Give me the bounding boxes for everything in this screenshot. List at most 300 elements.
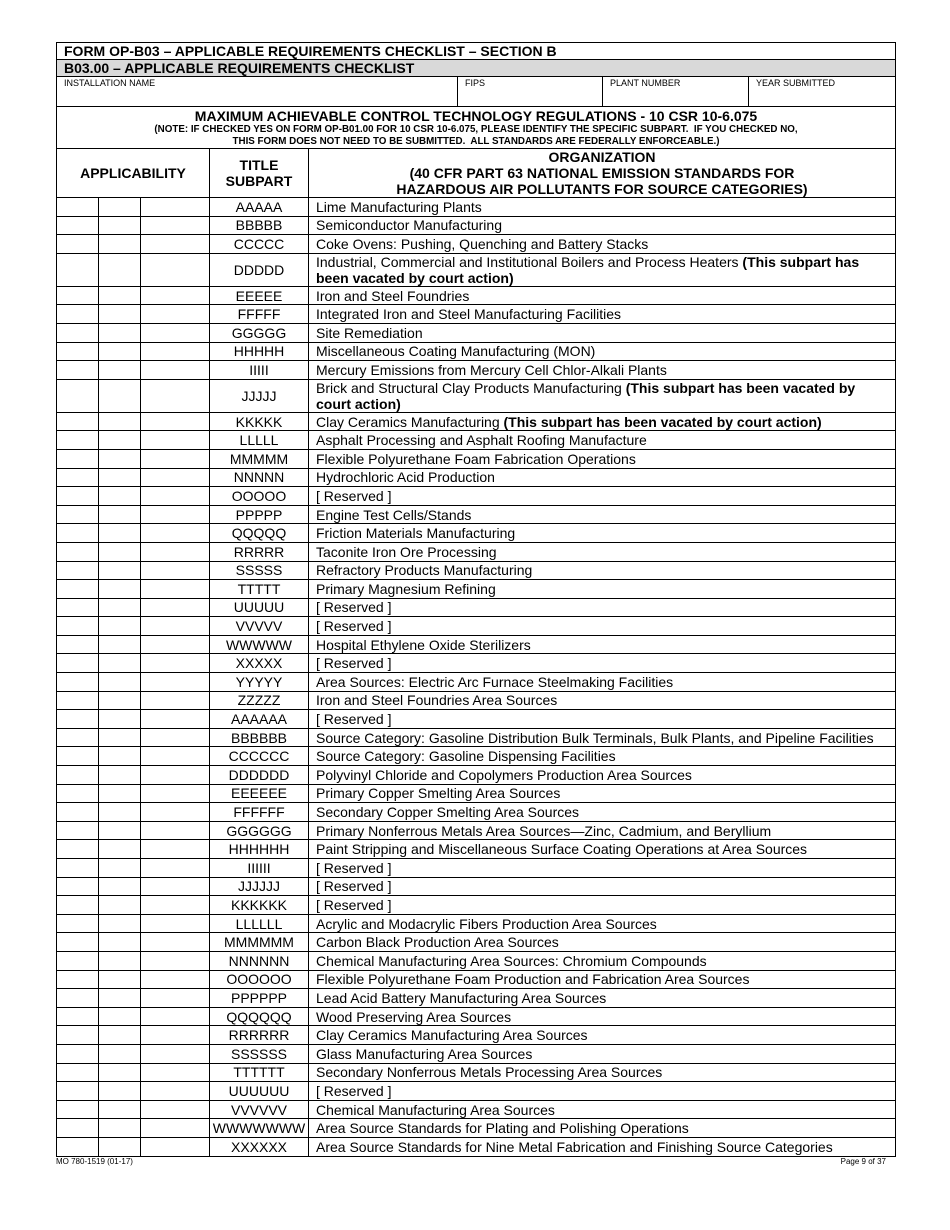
applicability-cell-2[interactable] [99, 821, 141, 840]
organization-cell [309, 561, 896, 580]
applicability-cell-1[interactable] [57, 505, 99, 524]
organization-name: Source Category: Gasoline Dispensing Facilities [316, 748, 616, 765]
subpart-cell: CCCCCC [210, 747, 309, 766]
subpart-cell: EEEEE [210, 286, 309, 305]
applicability-cell-3[interactable] [141, 487, 210, 506]
organization-header [309, 149, 896, 198]
table-row [57, 691, 896, 710]
table-row [57, 323, 896, 342]
applicability-cell-1[interactable] [57, 468, 99, 487]
applicability-cell-1[interactable] [57, 914, 99, 933]
table-row [57, 449, 896, 468]
table-row [57, 635, 896, 654]
organization-cell [309, 598, 896, 617]
applicability-cell-2[interactable] [99, 431, 141, 450]
applicability-cell-2[interactable] [99, 784, 141, 803]
organization-cell [309, 487, 896, 506]
organization-name: [ Reserved ] [316, 859, 392, 876]
organization-name: Polyvinyl Chloride and Copolymers Production Area Sources [316, 766, 692, 783]
organization-cell [309, 524, 896, 543]
subpart-cell: OOOOO [210, 487, 309, 506]
applicability-cell-3[interactable] [141, 412, 210, 431]
applicability-cell-2[interactable] [99, 342, 141, 361]
table-row [57, 1119, 896, 1138]
applicability-cell-3[interactable] [141, 617, 210, 636]
applicability-cell-3[interactable] [141, 1044, 210, 1063]
applicability-cell-2[interactable] [99, 253, 141, 286]
applicability-cell-3[interactable] [141, 1026, 210, 1045]
applicability-cell-3[interactable] [141, 691, 210, 710]
applicability-cell-3[interactable] [141, 877, 210, 896]
organization-cell [309, 691, 896, 710]
table-row [57, 468, 896, 487]
subpart-cell: PPPPPP [210, 989, 309, 1008]
applicability-cell-1[interactable] [57, 1137, 99, 1156]
applicability-cell-3[interactable] [141, 840, 210, 859]
applicability-cell-1[interactable] [57, 323, 99, 342]
table-row [57, 654, 896, 673]
applicability-cell-3[interactable] [141, 286, 210, 305]
plant-number-field[interactable] [603, 77, 749, 107]
applicability-cell-1[interactable] [57, 286, 99, 305]
applicability-cell-3[interactable] [141, 323, 210, 342]
applicability-cell-3[interactable] [141, 216, 210, 235]
subpart-cell: JJJJJJ [210, 877, 309, 896]
applicability-cell-2[interactable] [99, 635, 141, 654]
form-title-row [57, 43, 896, 60]
organization-name: Primary Magnesium Refining [316, 580, 496, 597]
applicability-cell-3[interactable] [141, 1007, 210, 1026]
applicability-cell-2[interactable] [99, 235, 141, 254]
applicability-cell-2[interactable] [99, 989, 141, 1008]
applicability-cell-2[interactable] [99, 1082, 141, 1101]
applicability-cell-3[interactable] [141, 1100, 210, 1119]
regulation-heading: MAXIMUM ACHIEVABLE CONTROL TECHNOLOGY REGULATIONS - 10 CSR 10-6.075 [194, 107, 758, 124]
applicability-cell-1[interactable] [57, 216, 99, 235]
applicability-cell-2[interactable] [99, 654, 141, 673]
applicability-cell-1[interactable] [57, 449, 99, 468]
subpart-cell: WWWWWWW [210, 1119, 309, 1138]
applicability-cell-2[interactable] [99, 379, 141, 412]
applicability-cell-2[interactable] [99, 449, 141, 468]
applicability-cell-2[interactable] [99, 1063, 141, 1082]
applicability-cell-1[interactable] [57, 840, 99, 859]
table-row [57, 305, 896, 324]
table-row [57, 989, 896, 1008]
applicability-cell-3[interactable] [141, 970, 210, 989]
applicability-cell-3[interactable] [141, 542, 210, 561]
table-row [57, 253, 896, 286]
subpart-cell: ZZZZZ [210, 691, 309, 710]
organization-cell [309, 468, 896, 487]
form-number: MO 780-1519 (01-17) [56, 1157, 133, 1166]
organization-cell [309, 914, 896, 933]
organization-name: Lead Acid Battery Manufacturing Area Sources [316, 989, 607, 1006]
applicability-cell-1[interactable] [57, 1007, 99, 1026]
applicability-header-label: APPLICABILITY [80, 165, 186, 181]
applicability-cell-1[interactable] [57, 361, 99, 380]
organization-name: Brick and Structural Clay Products Manufacturing [316, 379, 622, 396]
applicability-cell-3[interactable] [141, 342, 210, 361]
applicability-cell-2[interactable] [99, 1007, 141, 1026]
applicability-cell-3[interactable] [141, 561, 210, 580]
applicability-cell-3[interactable] [141, 1119, 210, 1138]
applicability-cell-3[interactable] [141, 914, 210, 933]
applicability-cell-2[interactable] [99, 323, 141, 342]
table-row [57, 1026, 896, 1045]
subpart-cell: QQQQQ [210, 524, 309, 543]
subpart-cell: UUUUU [210, 598, 309, 617]
subpart-cell: KKKKKK [210, 896, 309, 915]
organization-cell [309, 342, 896, 361]
table-row [57, 1100, 896, 1119]
applicability-cell-3[interactable] [141, 431, 210, 450]
applicability-cell-2[interactable] [99, 305, 141, 324]
table-row [57, 747, 896, 766]
applicability-cell-2[interactable] [99, 859, 141, 878]
applicability-cell-1[interactable] [57, 342, 99, 361]
applicable-requirements-form [56, 42, 896, 1157]
table-row [57, 1063, 896, 1082]
applicability-cell-2[interactable] [99, 766, 141, 785]
installation-name-label: INSTALLATION NAME [64, 78, 156, 88]
page-footer [56, 1157, 886, 1167]
applicability-cell-3[interactable] [141, 598, 210, 617]
applicability-cell-3[interactable] [141, 449, 210, 468]
organization-name: Clay Ceramics Manufacturing Area Sources [316, 1027, 588, 1044]
applicability-cell-1[interactable] [57, 1026, 99, 1045]
applicability-cell-3[interactable] [141, 766, 210, 785]
table-row [57, 505, 896, 524]
subpart-cell: HHHHH [210, 342, 309, 361]
applicability-cell-2[interactable] [99, 617, 141, 636]
applicability-cell-1[interactable] [57, 691, 99, 710]
organization-name: Asphalt Processing and Asphalt Roofing Manufacture [316, 432, 647, 449]
applicability-cell-1[interactable] [57, 933, 99, 952]
applicability-cell-1[interactable] [57, 1119, 99, 1138]
applicability-cell-1[interactable] [57, 598, 99, 617]
applicability-cell-3[interactable] [141, 728, 210, 747]
applicability-cell-1[interactable] [57, 253, 99, 286]
applicability-cell-2[interactable] [99, 1044, 141, 1063]
applicability-cell-1[interactable] [57, 673, 99, 692]
organization-cell [309, 951, 896, 970]
organization-name: Source Category: Gasoline Distribution Bulk Terminals, Bulk Plants, and Pipeline Facilities [316, 729, 874, 746]
applicability-cell-1[interactable] [57, 877, 99, 896]
subpart-cell: RRRRRR [210, 1026, 309, 1045]
applicability-cell-2[interactable] [99, 691, 141, 710]
subpart-cell: CCCCC [210, 235, 309, 254]
applicability-cell-3[interactable] [141, 673, 210, 692]
applicability-cell-1[interactable] [57, 561, 99, 580]
applicability-cell-3[interactable] [141, 989, 210, 1008]
organization-cell [309, 361, 896, 380]
applicability-cell-1[interactable] [57, 710, 99, 729]
applicability-cell-2[interactable] [99, 914, 141, 933]
applicability-cell-2[interactable] [99, 710, 141, 729]
applicability-cell-3[interactable] [141, 951, 210, 970]
subpart-cell: NNNNNN [210, 951, 309, 970]
applicability-cell-2[interactable] [99, 412, 141, 431]
applicability-cell-3[interactable] [141, 468, 210, 487]
section-title-row [57, 60, 896, 77]
applicability-cell-3[interactable] [141, 1137, 210, 1156]
organization-name: Clay Ceramics Manufacturing [316, 413, 500, 430]
table-row [57, 198, 896, 217]
applicability-cell-2[interactable] [99, 728, 141, 747]
organization-name: Glass Manufacturing Area Sources [316, 1045, 533, 1062]
title-subpart-header [210, 149, 309, 198]
organization-cell [309, 305, 896, 324]
applicability-cell-1[interactable] [57, 305, 99, 324]
applicability-cell-1[interactable] [57, 896, 99, 915]
year-submitted-label: YEAR SUBMITTED [756, 78, 836, 88]
organization-cell [309, 617, 896, 636]
organization-name: Semiconductor Manufacturing [316, 217, 502, 234]
applicability-cell-2[interactable] [99, 542, 141, 561]
applicability-cell-2[interactable] [99, 673, 141, 692]
organization-name: Iron and Steel Foundries [316, 287, 470, 304]
applicability-cell-2[interactable] [99, 561, 141, 580]
applicability-cell-1[interactable] [57, 989, 99, 1008]
applicability-cell-1[interactable] [57, 580, 99, 599]
applicability-cell-1[interactable] [57, 635, 99, 654]
organization-cell [309, 542, 896, 561]
subpart-cell: MMMMMM [210, 933, 309, 952]
organization-name: Refractory Products Manufacturing [316, 562, 533, 579]
applicability-cell-1[interactable] [57, 1044, 99, 1063]
applicability-cell-2[interactable] [99, 877, 141, 896]
subpart-cell: LLLLL [210, 431, 309, 450]
organization-name: Engine Test Cells/Stands [316, 506, 472, 523]
year-submitted-field[interactable] [749, 77, 896, 107]
applicability-cell-3[interactable] [141, 198, 210, 217]
applicability-cell-3[interactable] [141, 933, 210, 952]
organization-name: Area Sources: Electric Arc Furnace Steelmaking Facilities [316, 673, 674, 690]
organization-cell [309, 379, 896, 412]
organization-name: Primary Copper Smelting Area Sources [316, 785, 561, 802]
organization-cell [309, 635, 896, 654]
applicability-cell-1[interactable] [57, 1063, 99, 1082]
installation-name-field[interactable] [57, 77, 458, 107]
applicability-cell-1[interactable] [57, 859, 99, 878]
vacated-note: (This subpart has been vacated by court action) [316, 253, 860, 286]
organization-header-line-1: ORGANIZATION [548, 149, 656, 165]
applicability-cell-3[interactable] [141, 896, 210, 915]
subpart-cell: QQQQQQ [210, 1007, 309, 1026]
organization-name: Flexible Polyurethane Foam Production and Fabrication Area Sources [316, 971, 750, 988]
applicability-cell-2[interactable] [99, 1119, 141, 1138]
applicability-cell-2[interactable] [99, 468, 141, 487]
applicability-cell-3[interactable] [141, 580, 210, 599]
applicability-cell-1[interactable] [57, 1082, 99, 1101]
applicability-cell-3[interactable] [141, 654, 210, 673]
applicability-cell-2[interactable] [99, 598, 141, 617]
applicability-cell-1[interactable] [57, 784, 99, 803]
organization-cell [309, 1137, 896, 1156]
subpart-cell: IIIII [210, 361, 309, 380]
organization-name: [ Reserved ] [316, 599, 392, 616]
organization-name: Area Source Standards for Plating and Polishing Operations [316, 1120, 689, 1137]
organization-cell [309, 198, 896, 217]
applicability-cell-2[interactable] [99, 840, 141, 859]
applicability-cell-1[interactable] [57, 542, 99, 561]
applicability-cell-1[interactable] [57, 617, 99, 636]
subpart-cell: LLLLLL [210, 914, 309, 933]
organization-cell [309, 877, 896, 896]
applicability-cell-2[interactable] [99, 1100, 141, 1119]
applicability-cell-3[interactable] [141, 1063, 210, 1082]
applicability-cell-3[interactable] [141, 803, 210, 822]
fips-field[interactable] [458, 77, 603, 107]
applicability-cell-3[interactable] [141, 859, 210, 878]
subpart-cell: EEEEEE [210, 784, 309, 803]
applicability-cell-2[interactable] [99, 524, 141, 543]
table-row [57, 914, 896, 933]
organization-cell [309, 1044, 896, 1063]
organization-cell [309, 253, 896, 286]
applicability-cell-3[interactable] [141, 505, 210, 524]
table-row [57, 412, 896, 431]
organization-name: Flexible Polyurethane Foam Fabrication Operations [316, 450, 636, 467]
applicability-cell-1[interactable] [57, 487, 99, 506]
subpart-cell: FFFFFF [210, 803, 309, 822]
fips-label: FIPS [465, 78, 486, 88]
organization-name: [ Reserved ] [316, 487, 392, 504]
applicability-header [57, 149, 210, 198]
applicability-cell-1[interactable] [57, 747, 99, 766]
applicability-cell-1[interactable] [57, 821, 99, 840]
table-row [57, 970, 896, 989]
table-row [57, 1007, 896, 1026]
subpart-cell: TTTTT [210, 580, 309, 599]
applicability-cell-3[interactable] [141, 784, 210, 803]
title-subpart-header-line-1: TITLE [239, 157, 279, 173]
applicability-cell-2[interactable] [99, 951, 141, 970]
organization-cell [309, 1100, 896, 1119]
subpart-cell: FFFFF [210, 305, 309, 324]
applicability-cell-2[interactable] [99, 896, 141, 915]
organization-name: Iron and Steel Foundries Area Sources [316, 692, 558, 709]
table-row [57, 561, 896, 580]
applicability-cell-3[interactable] [141, 747, 210, 766]
applicability-cell-2[interactable] [99, 487, 141, 506]
applicability-cell-1[interactable] [57, 970, 99, 989]
subpart-cell: IIIIII [210, 859, 309, 878]
organization-cell [309, 728, 896, 747]
organization-cell [309, 803, 896, 822]
applicability-cell-2[interactable] [99, 1026, 141, 1045]
applicability-cell-1[interactable] [57, 235, 99, 254]
applicability-cell-1[interactable] [57, 951, 99, 970]
applicability-cell-2[interactable] [99, 580, 141, 599]
applicability-cell-1[interactable] [57, 524, 99, 543]
column-header-row [57, 149, 896, 198]
applicability-cell-2[interactable] [99, 198, 141, 217]
instruction-note-line-1: (NOTE: IF CHECKED YES ON FORM OP-B01.00 FOR 10 CSR 10-6.075, PLEASE IDENTIFY THE SPECIFIC SUBPART. IF YOU CHECKED NO, [154, 123, 798, 135]
applicability-cell-1[interactable] [57, 654, 99, 673]
applicability-cell-2[interactable] [99, 970, 141, 989]
regulation-heading-cell [57, 107, 896, 149]
subpart-cell: DDDDDD [210, 766, 309, 785]
applicability-cell-3[interactable] [141, 361, 210, 380]
applicability-cell-3[interactable] [141, 379, 210, 412]
applicability-cell-1[interactable] [57, 431, 99, 450]
title-subpart-header-line-2: SUBPART [225, 173, 293, 189]
applicability-cell-1[interactable] [57, 379, 99, 412]
organization-cell [309, 840, 896, 859]
organization-cell [309, 1026, 896, 1045]
applicability-cell-1[interactable] [57, 728, 99, 747]
table-row [57, 235, 896, 254]
organization-name: [ Reserved ] [316, 618, 392, 635]
applicability-cell-2[interactable] [99, 803, 141, 822]
applicability-cell-2[interactable] [99, 361, 141, 380]
applicability-cell-2[interactable] [99, 216, 141, 235]
table-row [57, 710, 896, 729]
organization-name: Mercury Emissions from Mercury Cell Chlor-Alkali Plants [316, 361, 667, 378]
applicability-cell-3[interactable] [141, 235, 210, 254]
table-row [57, 598, 896, 617]
applicability-cell-3[interactable] [141, 1082, 210, 1101]
applicability-cell-1[interactable] [57, 198, 99, 217]
subpart-cell: PPPPP [210, 505, 309, 524]
applicability-cell-1[interactable] [57, 1100, 99, 1119]
organization-cell [309, 412, 896, 431]
applicability-cell-3[interactable] [141, 710, 210, 729]
applicability-cell-3[interactable] [141, 635, 210, 654]
table-row [57, 431, 896, 450]
organization-name: Chemical Manufacturing Area Sources [316, 1101, 555, 1118]
applicability-cell-2[interactable] [99, 933, 141, 952]
organization-name: Secondary Copper Smelting Area Sources [316, 804, 580, 821]
table-row [57, 673, 896, 692]
table-row [57, 877, 896, 896]
organization-cell [309, 970, 896, 989]
applicability-cell-2[interactable] [99, 286, 141, 305]
plant-number-label: PLANT NUMBER [610, 78, 681, 88]
applicability-cell-3[interactable] [141, 821, 210, 840]
subpart-cell: MMMMM [210, 449, 309, 468]
subpart-cell: GGGGG [210, 323, 309, 342]
applicability-cell-2[interactable] [99, 1137, 141, 1156]
organization-cell [309, 286, 896, 305]
table-row [57, 342, 896, 361]
applicability-cell-3[interactable] [141, 524, 210, 543]
applicability-cell-3[interactable] [141, 253, 210, 286]
organization-cell [309, 323, 896, 342]
applicability-cell-1[interactable] [57, 412, 99, 431]
organization-cell [309, 1119, 896, 1138]
applicability-cell-2[interactable] [99, 505, 141, 524]
table-row [57, 542, 896, 561]
organization-cell [309, 896, 896, 915]
applicability-cell-3[interactable] [141, 305, 210, 324]
table-row [57, 896, 896, 915]
applicability-cell-2[interactable] [99, 747, 141, 766]
organization-cell [309, 1082, 896, 1101]
subpart-cell: OOOOOO [210, 970, 309, 989]
organization-cell [309, 580, 896, 599]
organization-cell [309, 449, 896, 468]
subpart-cell: AAAAA [210, 198, 309, 217]
subpart-cell: XXXXXX [210, 1137, 309, 1156]
subpart-cell: AAAAAA [210, 710, 309, 729]
organization-name: Chemical Manufacturing Area Sources: Chromium Compounds [316, 952, 707, 969]
applicability-cell-1[interactable] [57, 803, 99, 822]
organization-name: [ Reserved ] [316, 711, 392, 728]
applicability-cell-1[interactable] [57, 766, 99, 785]
